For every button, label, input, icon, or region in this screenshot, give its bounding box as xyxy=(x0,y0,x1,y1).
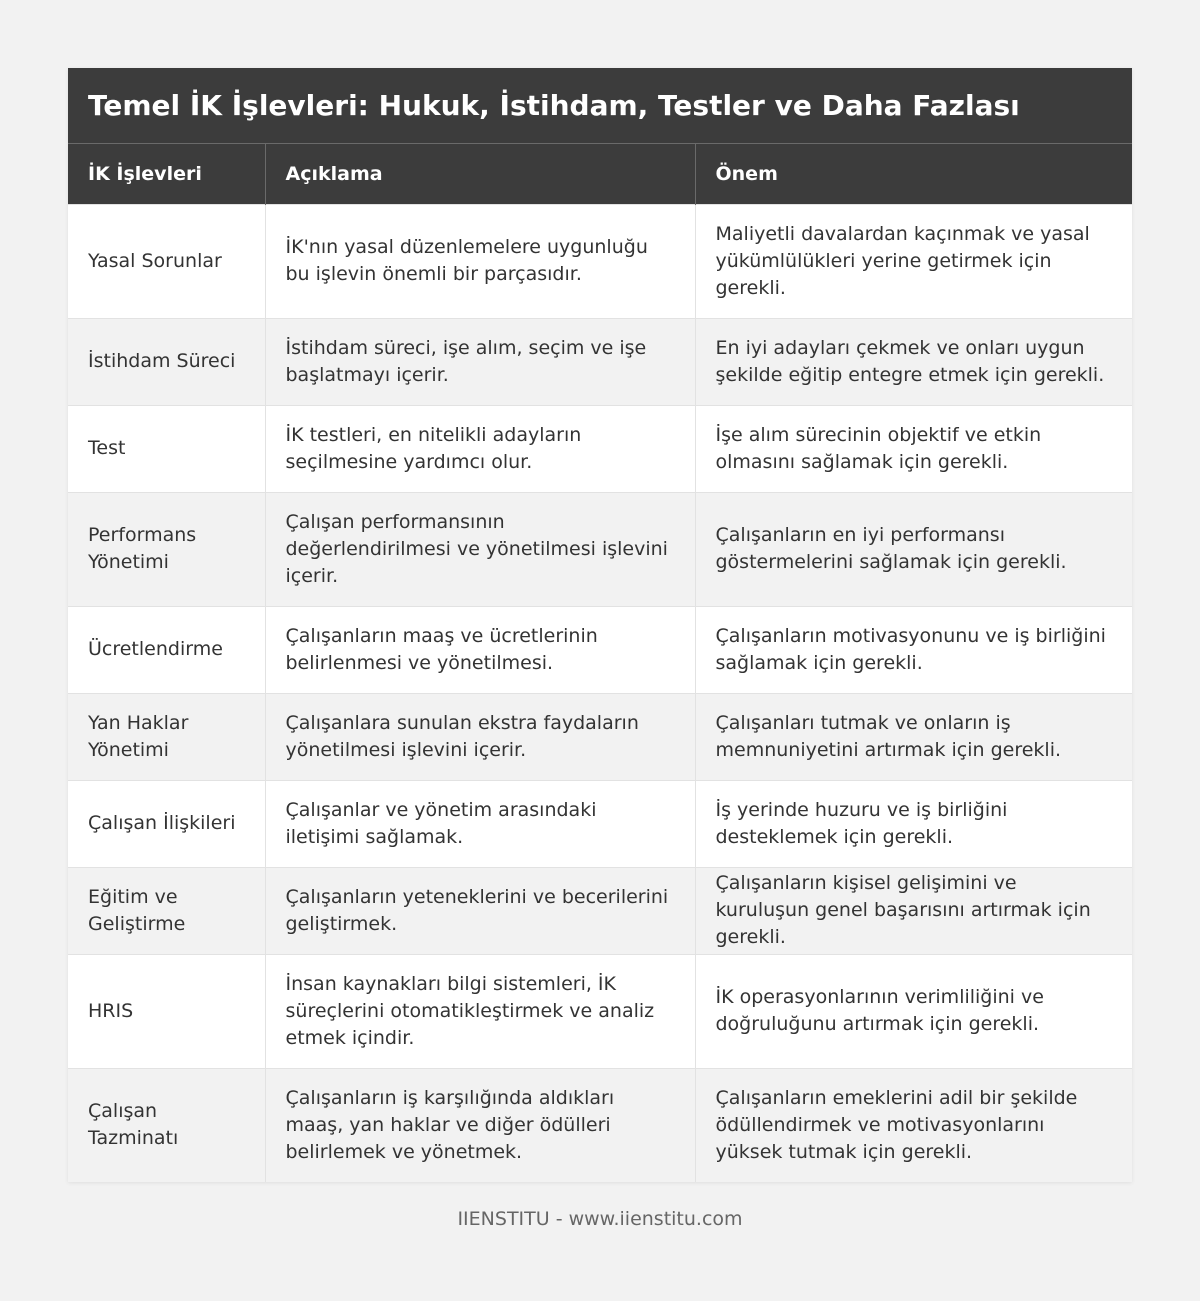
table-row xyxy=(68,492,1132,606)
cell-function: Çalışan Tazminatı xyxy=(68,1068,265,1182)
cell-importance: İK operasyonlarının verimliliğini ve doğruluğunu artırmak için gerekli. xyxy=(695,954,1132,1068)
table-row xyxy=(68,318,1132,405)
cell-function: Yan Haklar Yönetimi xyxy=(68,693,265,780)
cell-function: HRIS xyxy=(68,954,265,1068)
table-row xyxy=(68,204,1132,318)
cell-function: Test xyxy=(68,405,265,492)
table-row xyxy=(68,954,1132,1068)
hr-functions-table xyxy=(68,144,1132,1182)
cell-function: Ücretlendirme xyxy=(68,606,265,693)
cell-importance: En iyi adayları çekmek ve onları uygun şekilde eğitip entegre etmek için gerekli. xyxy=(695,318,1132,405)
table-title: Temel İK İşlevleri: Hukuk, İstihdam, Testler ve Daha Fazlası xyxy=(68,68,1132,144)
cell-description: Çalışan performansının değerlendirilmesi ve yönetilmesi işlevini içerir. xyxy=(265,492,695,606)
cell-description: Çalışanlara sunulan ekstra faydaların yönetilmesi işlevini içerir. xyxy=(265,693,695,780)
cell-description: İK testleri, en nitelikli adayların seçilmesine yardımcı olur. xyxy=(265,405,695,492)
table-row xyxy=(68,606,1132,693)
table-row xyxy=(68,1068,1132,1182)
column-header-importance: Önem xyxy=(695,144,1132,204)
footer-credit: IIENSTITU - www.iienstitu.com xyxy=(457,1208,743,1230)
cell-function: İstihdam Süreci xyxy=(68,318,265,405)
cell-importance: Maliyetli davalardan kaçınmak ve yasal yükümlülükleri yerine getirmek için gerekli. xyxy=(695,204,1132,318)
cell-importance: Çalışanların kişisel gelişimini ve kuruluşun genel başarısını artırmak için gerekli. xyxy=(695,867,1132,954)
header-row xyxy=(68,144,1132,204)
cell-importance: İş yerinde huzuru ve iş birliğini desteklemek için gerekli. xyxy=(695,780,1132,867)
cell-function: Yasal Sorunlar xyxy=(68,204,265,318)
column-header-description: Açıklama xyxy=(265,144,695,204)
cell-importance: Çalışanların en iyi performansı göstermelerini sağlamak için gerekli. xyxy=(695,492,1132,606)
cell-importance: Çalışanları tutmak ve onların iş memnuniyetini artırmak için gerekli. xyxy=(695,693,1132,780)
column-header-function: İK İşlevleri xyxy=(68,144,265,204)
cell-description: Çalışanlar ve yönetim arasındaki iletişimi sağlamak. xyxy=(265,780,695,867)
cell-description: İstihdam süreci, işe alım, seçim ve işe başlatmayı içerir. xyxy=(265,318,695,405)
cell-importance: İşe alım sürecinin objektif ve etkin olmasını sağlamak için gerekli. xyxy=(695,405,1132,492)
table-row xyxy=(68,780,1132,867)
cell-description: Çalışanların iş karşılığında aldıkları maaş, yan haklar ve diğer ödülleri belirlemek ve yönetmek. xyxy=(265,1068,695,1182)
cell-description: İK'nın yasal düzenlemelere uygunluğu bu işlevin önemli bir parçasıdır. xyxy=(265,204,695,318)
table-card xyxy=(68,68,1132,1182)
cell-function: Performans Yönetimi xyxy=(68,492,265,606)
cell-function: Eğitim ve Geliştirme xyxy=(68,867,265,954)
cell-importance: Çalışanların emeklerini adil bir şekilde ödüllendirmek ve motivasyonlarını yüksek tutmak için gerekli. xyxy=(695,1068,1132,1182)
cell-function: Çalışan İlişkileri xyxy=(68,780,265,867)
cell-description: Çalışanların yeteneklerini ve becerilerini geliştirmek. xyxy=(265,867,695,954)
cell-importance: Çalışanların motivasyonunu ve iş birliğini sağlamak için gerekli. xyxy=(695,606,1132,693)
table-row xyxy=(68,867,1132,954)
cell-description: İnsan kaynakları bilgi sistemleri, İK süreçlerini otomatikleştirmek ve analiz etmek içindir. xyxy=(265,954,695,1068)
table-row xyxy=(68,405,1132,492)
cell-description: Çalışanların maaş ve ücretlerinin belirlenmesi ve yönetilmesi. xyxy=(265,606,695,693)
table-row xyxy=(68,693,1132,780)
